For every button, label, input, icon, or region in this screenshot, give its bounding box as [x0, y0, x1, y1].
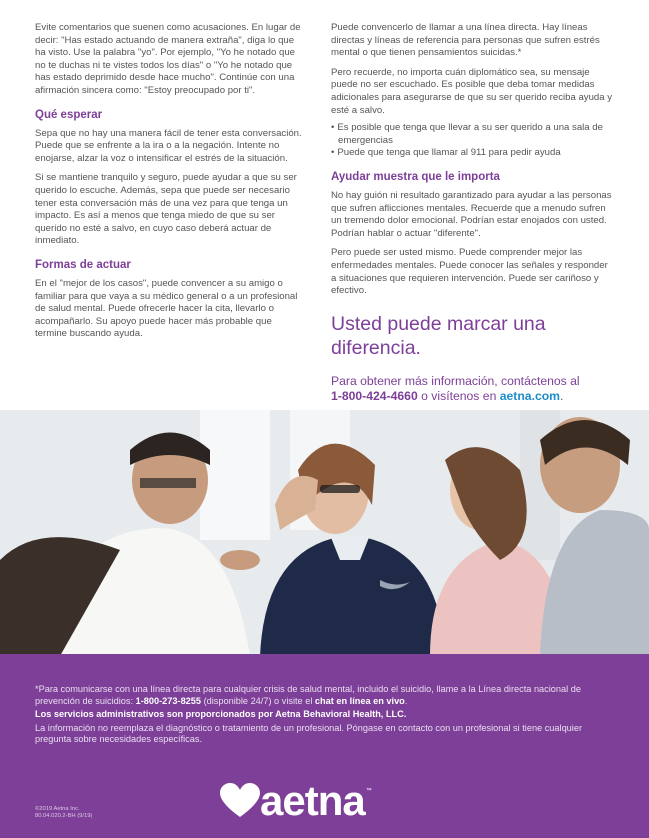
hotline-end: .: [404, 695, 408, 706]
hotline-phone-link[interactable]: 1-800-273-8255: [135, 695, 202, 706]
group-support-photo: [0, 410, 649, 656]
heading-what-to-expect: Qué esperar: [35, 108, 103, 121]
heading-ways-to-act: Formas de actuar: [35, 258, 131, 271]
trademark-symbol: ™: [365, 788, 372, 794]
footer-notes: [35, 684, 615, 748]
hotline-paragraph: Puede convencerlo de llamar a una línea directa. Hay líneas directas y líneas de referencia para personas que sufren estrés mental o que tienen pensamientos suicidas.*: [331, 22, 600, 59]
contact-phone-link[interactable]: 1-800-424-4660: [331, 388, 418, 403]
left-column: [35, 22, 305, 348]
help-paragraph-1: No hay guión ni resultado garantizado para ayudar a las personas que sufren aflicciones mentales. Recuerde que a menudo sufren un tremendo dolor emocional. Podrían estar enojados con usted. Podrían hablar o actuar "diferente".: [331, 189, 612, 239]
hotline-note: [35, 684, 615, 707]
document-code: 80.04.020.2-BH (9/19): [35, 813, 93, 819]
action-list: [331, 122, 614, 160]
live-chat-link[interactable]: chat en línea en vivo: [314, 695, 405, 706]
big-statement: Usted puede marcar una diferencia.: [331, 312, 546, 359]
hotline-prefix: *Para comunicarse con una línea directa para cualquier crisis de salud mental, incluido el suicidio, llame a la Línea directa nacional de prevención de suicidios:: [35, 684, 581, 706]
intro-paragraph: Evite comentarios que suenen como acusaciones. En lugar de decir: "Has estado actuando de manera extraña", diga lo que ha visto. Use la palabra "yo". Por ejemplo, "Yo he notado que no te duchas ni te vistes todos los días" o "Yo he notado que has estado deprimido desde hace mucho". Continúe con una afirmación sincera como: "Estoy preocupado por ti".: [35, 22, 301, 96]
aetna-logo[interactable]: [220, 778, 372, 824]
right-column: [331, 22, 614, 404]
contact-mid: o visítenos en: [421, 388, 497, 403]
heading-helping-shows-care: Ayudar muestra que le importa: [331, 170, 500, 183]
contact-line: [331, 374, 614, 404]
heart-icon: [220, 783, 260, 819]
list-item: • Es posible que tenga que llevar a su ser querido a una sala de emergencias: [331, 122, 614, 147]
legal-info: [35, 806, 92, 820]
contact-prefix: Para obtener más información, contáctenos al: [331, 373, 580, 388]
disclaimer-note: La información no reemplaza el diagnóstico o tratamiento de un profesional. Póngase en contacto con un profesional si tiene cualquier pregunta sobre necesidades específicas.: [35, 722, 583, 744]
services-note: Los servicios administrativos son proporcionados por Aetna Behavioral Health, LLC.: [35, 709, 407, 719]
copyright: ©2019 Aetna Inc.: [35, 806, 80, 812]
footer: [0, 654, 649, 838]
list-item: • Puede que tenga que llamar al 911 para pedir ayuda: [331, 147, 614, 160]
remember-paragraph: Pero recuerde, no importa cuán diplomático sea, su mensaje puede no ser escuchado. Es posible que deba tomar medidas adicionales para asegurarse de que su ser querido reciba ayuda y esté a salvo.: [331, 66, 613, 116]
help-paragraph-2: Pero puede ser usted mismo. Puede comprender mejor las enfermedades mentales. Puede conocer las señales y responder a situaciones que requieren intervención. Puede ser cariñoso y efectivo.: [331, 247, 608, 297]
expect-paragraph-1: Sepa que no hay una manera fácil de tener esta conversación. Puede que se enfrente a la ira o a la negación. Intente no enojarse, alzar la voz o intensificar el estrés de la situación.: [35, 127, 302, 164]
contact-end: .: [560, 388, 564, 403]
act-paragraph-1: En el "mejor de los casos", puede convencer a su amigo o familiar para que vaya a su médico general o a un profesional de salud mental. Puede ofrecerle hacer la cita, llevarlo o acompañarlo. Su apoyo puede hacer más probable que termine buscando ayuda.: [35, 277, 298, 340]
logo-wordmark: aetna: [260, 777, 365, 824]
aetna-site-link[interactable]: aetna.com: [499, 388, 561, 403]
photo-illustration: [0, 410, 649, 656]
expect-paragraph-2: Si se mantiene tranquilo y seguro, puede ayudar a que su ser querido lo escuche. Además, sepa que puede ser necesario tener esta conversación más de una vez para que tenga un impacto. Es así a menos que tenga miedo de que su ser querido no esté a salvo, en cuyo caso deberá actuar de inmediato.: [35, 172, 297, 247]
hotline-mid: (disponible 24/7) o visite el: [203, 695, 313, 706]
